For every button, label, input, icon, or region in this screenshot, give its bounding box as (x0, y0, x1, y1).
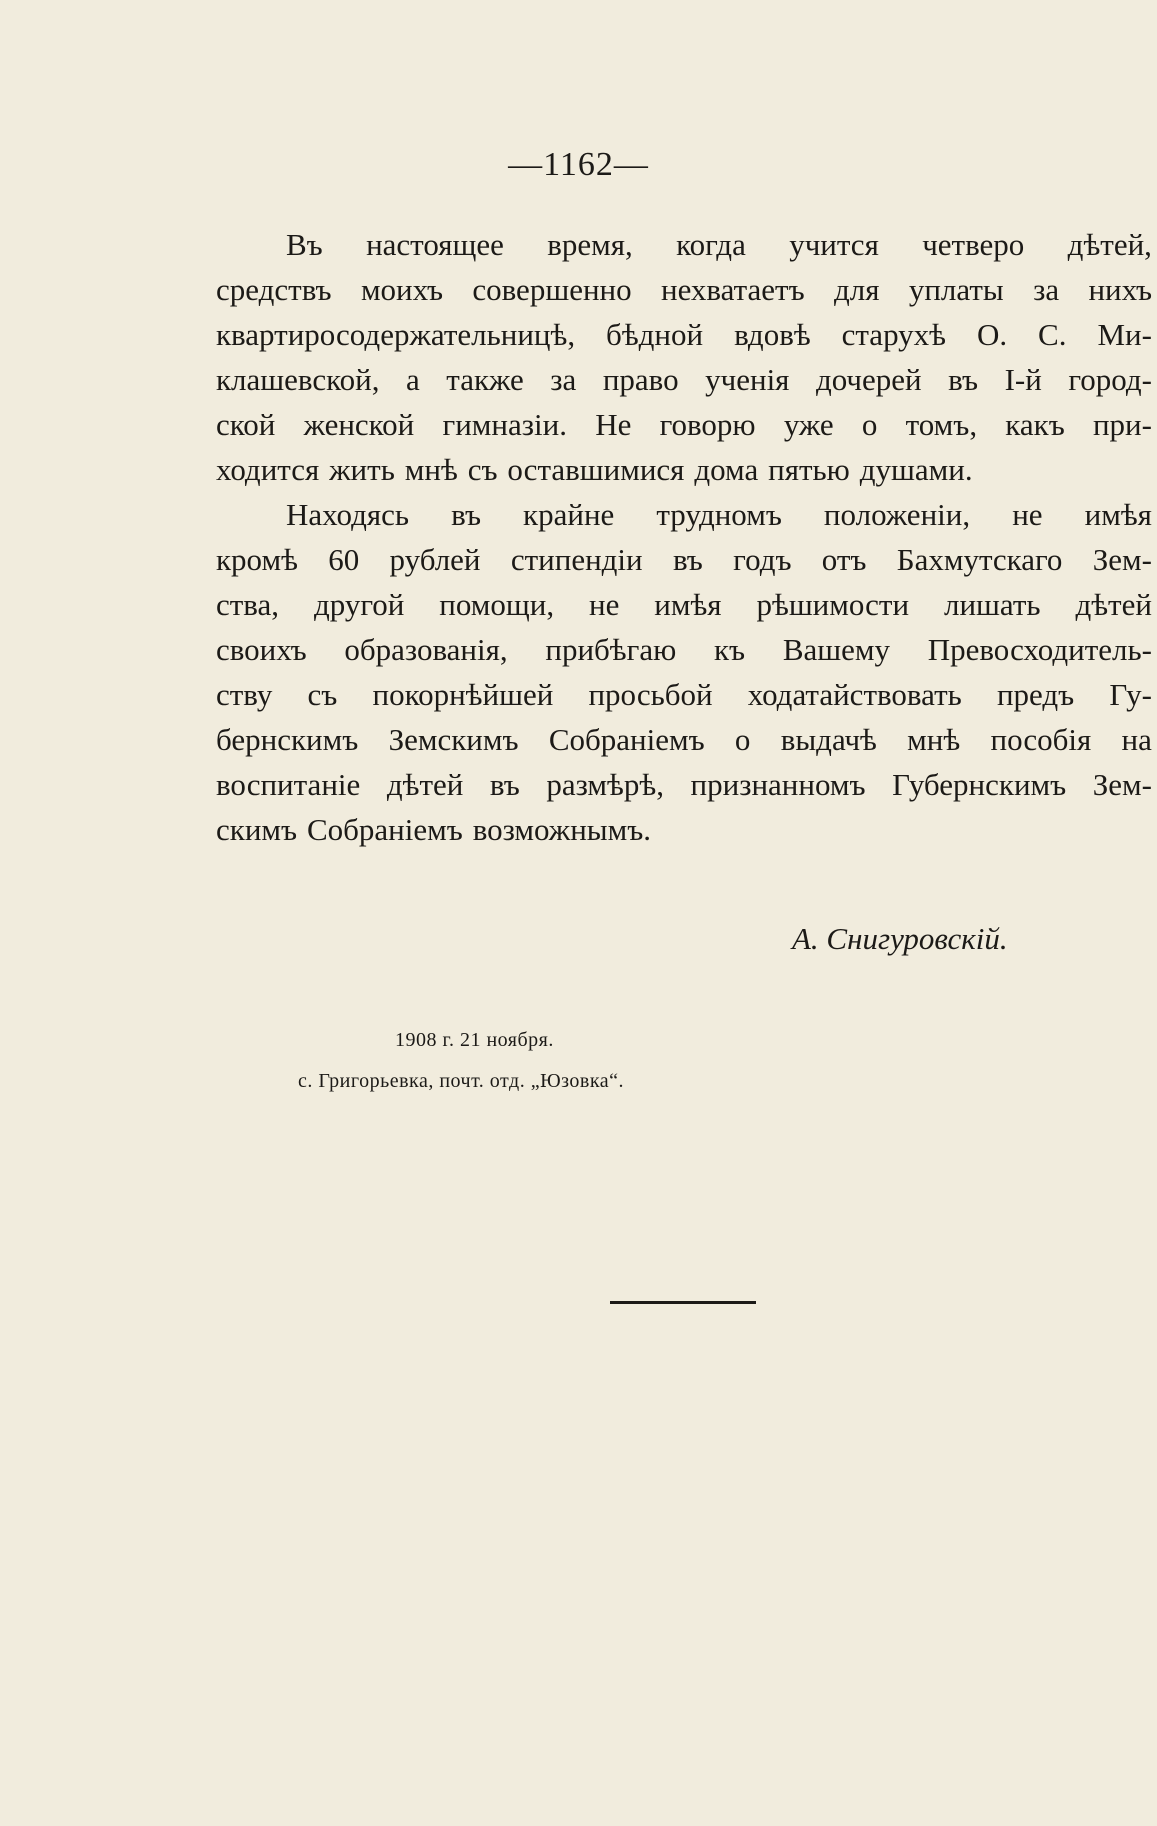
word: въ (451, 497, 481, 532)
text-line (216, 222, 1152, 267)
word: бернскимъ (216, 722, 359, 757)
text-line (216, 492, 1152, 537)
word: учится (789, 227, 879, 262)
word: мнѣ (907, 722, 961, 757)
word: лишать (943, 587, 1041, 622)
word: право (602, 362, 679, 397)
word: настоящее (366, 227, 504, 262)
word: крайне (523, 497, 615, 532)
word: за (1033, 272, 1060, 307)
word: пособія (990, 722, 1092, 757)
word: ству (216, 677, 273, 712)
word: съ (467, 452, 498, 487)
word: нехватаетъ (660, 272, 805, 307)
text-line (216, 762, 1152, 807)
word: возможнымъ. (472, 812, 652, 847)
word: Зем- (1092, 542, 1152, 577)
word: имѣя (1084, 497, 1152, 532)
text-line (216, 717, 1152, 762)
word: Гу- (1109, 677, 1152, 712)
word: Находясь (286, 497, 410, 532)
petition-text (216, 222, 1152, 852)
word: въ (489, 767, 520, 802)
word: покорнѣйшей (372, 677, 554, 712)
word: Собраніемъ (548, 722, 705, 757)
word: женской (303, 407, 415, 442)
word: имѣя (654, 587, 722, 622)
word: дома (694, 452, 759, 487)
word: трудномъ (656, 497, 782, 532)
word: для (833, 272, 880, 307)
word: образованія, (344, 632, 508, 667)
word: не (589, 587, 620, 622)
word: ходатайствовать (747, 677, 962, 712)
word: рѣшимости (756, 587, 910, 622)
word: квартиросодержательницѣ, (216, 317, 576, 352)
word: О. (976, 317, 1008, 352)
word: когда (676, 227, 746, 262)
word: рублей (389, 542, 481, 577)
word: Вашему (782, 632, 890, 667)
word: о (861, 407, 878, 442)
word: размѣрѣ, (546, 767, 664, 802)
word: ства, (216, 587, 280, 622)
text-line (216, 537, 1152, 582)
word: Собраніемъ (306, 812, 463, 847)
word: своихъ (216, 632, 307, 667)
word: не (1012, 497, 1043, 532)
word: скимъ (216, 812, 298, 847)
word: средствъ (216, 272, 332, 307)
word: въ (948, 362, 979, 397)
place-line: с. Григорьевка, почт. отд. „Юзовка“. (298, 1070, 625, 1092)
word: 60 (328, 542, 360, 577)
word: мнѣ (404, 452, 458, 487)
word: Превосходитель- (927, 632, 1152, 667)
word: говорю (659, 407, 756, 442)
word: моихъ (360, 272, 443, 307)
word: ской (216, 407, 276, 442)
paragraph-1 (216, 222, 1152, 492)
word: дочерей (815, 362, 922, 397)
text-line (216, 672, 1152, 717)
word: дѣтей (386, 767, 464, 802)
word: томъ, (905, 407, 978, 442)
word: город- (1068, 362, 1152, 397)
word: прибѣгаю (545, 632, 677, 667)
word: Ми- (1097, 317, 1152, 352)
word: при- (1092, 407, 1152, 442)
word: отъ (821, 542, 867, 577)
text-line (216, 582, 1152, 627)
text-line (216, 267, 1152, 312)
word: Въ (286, 227, 323, 262)
word: время, (547, 227, 633, 262)
word: ходится (216, 452, 320, 487)
word: воспитаніе (216, 767, 361, 802)
text-line (216, 402, 1152, 447)
word: Земскимъ (388, 722, 519, 757)
word: положеніи, (823, 497, 971, 532)
word: Не (595, 407, 632, 442)
word: другой (313, 587, 405, 622)
word: душами. (859, 452, 973, 487)
word: какъ (1005, 407, 1065, 442)
word: кромѣ (216, 542, 298, 577)
word: признанномъ (690, 767, 866, 802)
word: Бахмутскаго (896, 542, 1063, 577)
end-rule (610, 1301, 756, 1304)
signature: А. Снигуровскій. (792, 921, 1008, 956)
word: пятью (768, 452, 850, 487)
word: совершенно (472, 272, 632, 307)
paragraph-2 (216, 492, 1152, 852)
word: помощи, (439, 587, 555, 622)
word: стипендіи (510, 542, 643, 577)
word: за (550, 362, 577, 397)
word: бѣдной (606, 317, 704, 352)
word: уплаты (908, 272, 1004, 307)
word: на (1121, 722, 1152, 757)
word: дѣтей, (1067, 227, 1152, 262)
word: Губернскимъ (892, 767, 1067, 802)
word: съ (307, 677, 338, 712)
text-line (216, 447, 1152, 492)
word: нихъ (1088, 272, 1152, 307)
word: Зем- (1092, 767, 1152, 802)
page-number: —1162— (508, 146, 649, 183)
word: оставшимися (507, 452, 685, 487)
word: гимназіи. (442, 407, 567, 442)
word: дѣтей (1075, 587, 1152, 622)
word: ученія (705, 362, 790, 397)
text-line (216, 357, 1152, 402)
word: предъ (996, 677, 1075, 712)
word: I-й (1004, 362, 1042, 397)
word: въ (672, 542, 703, 577)
text-line (216, 627, 1152, 672)
word: уже (783, 407, 834, 442)
word: къ (714, 632, 746, 667)
word: о (734, 722, 751, 757)
word: годъ (733, 542, 792, 577)
text-line (216, 807, 1152, 852)
word: просьбой (588, 677, 713, 712)
date-line: 1908 г. 21 ноября. (395, 1029, 554, 1051)
word: вдовѣ (734, 317, 811, 352)
word: также (446, 362, 524, 397)
word: выдачѣ (780, 722, 877, 757)
word: четверо (922, 227, 1025, 262)
word: старухѣ (841, 317, 946, 352)
word: а (405, 362, 420, 397)
word: С. (1038, 317, 1067, 352)
text-line (216, 312, 1152, 357)
word: клашевской, (216, 362, 380, 397)
word: жить (329, 452, 395, 487)
